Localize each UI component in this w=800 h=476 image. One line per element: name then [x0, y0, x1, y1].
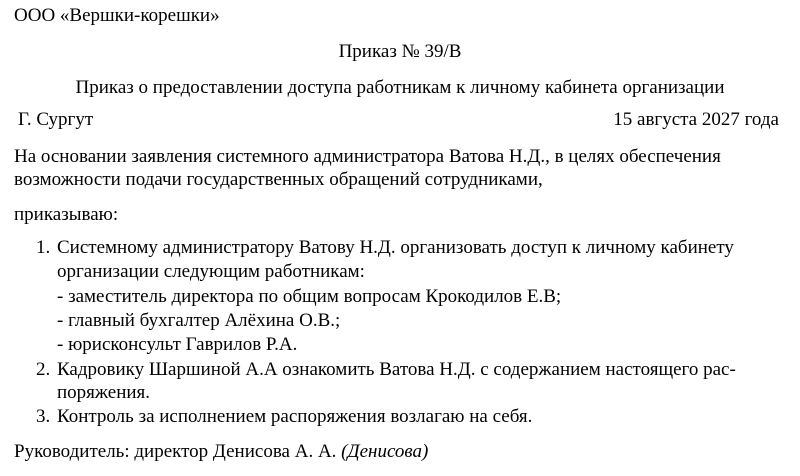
list-item-number: 1.: [36, 237, 51, 258]
list-item-continuation: организации следующим работникам:: [57, 261, 365, 282]
list-item-continuation: поряжения.: [57, 382, 151, 403]
signature-line: [14, 441, 428, 463]
list-item: [36, 406, 532, 428]
employee-entry: - юрисконсульт Гаврилов Р.А.: [57, 334, 298, 355]
employee-entry: - заместитель директора по общим вопросам Крокодилов Е.В;: [57, 286, 562, 307]
list-item: [36, 359, 736, 381]
order-title: Приказ о предоставлении доступа работникам к личному кабинета организации: [75, 77, 725, 98]
list-item: [36, 237, 734, 259]
order-number: Приказ № 39/В: [338, 41, 462, 62]
company-name: ООО «Вершки-корешки»: [14, 5, 220, 26]
order-date: 15 августа 2027 года: [613, 109, 779, 130]
signature: (Денисова): [341, 441, 429, 462]
list-item-text: Кадровику Шаршиной А.А ознакомить Ватова Н.Д. с содержанием настоящего рас-: [57, 359, 736, 380]
basis-text-line: возможности подачи государственных обращений сотрудниками,: [14, 169, 543, 190]
list-item-text: Системному администратору Ватову Н.Д. организовать доступ к личному кабинету: [57, 237, 734, 258]
list-item-number: 2.: [36, 359, 51, 380]
basis-text-line: На основании заявления системного администратора Ватова Н.Д., в целях обеспечения: [14, 146, 721, 167]
list-item-number: 3.: [36, 406, 51, 427]
signer-role: Руководитель: директор Денисова А. А.: [14, 441, 337, 462]
employee-entry: - главный бухгалтер Алёхина О.В.;: [57, 310, 341, 331]
order-word: приказываю:: [14, 204, 119, 225]
list-item-text: Контроль за исполнением распоряжения возлагаю на себя.: [57, 406, 533, 427]
city: Г. Сургут: [18, 109, 94, 130]
